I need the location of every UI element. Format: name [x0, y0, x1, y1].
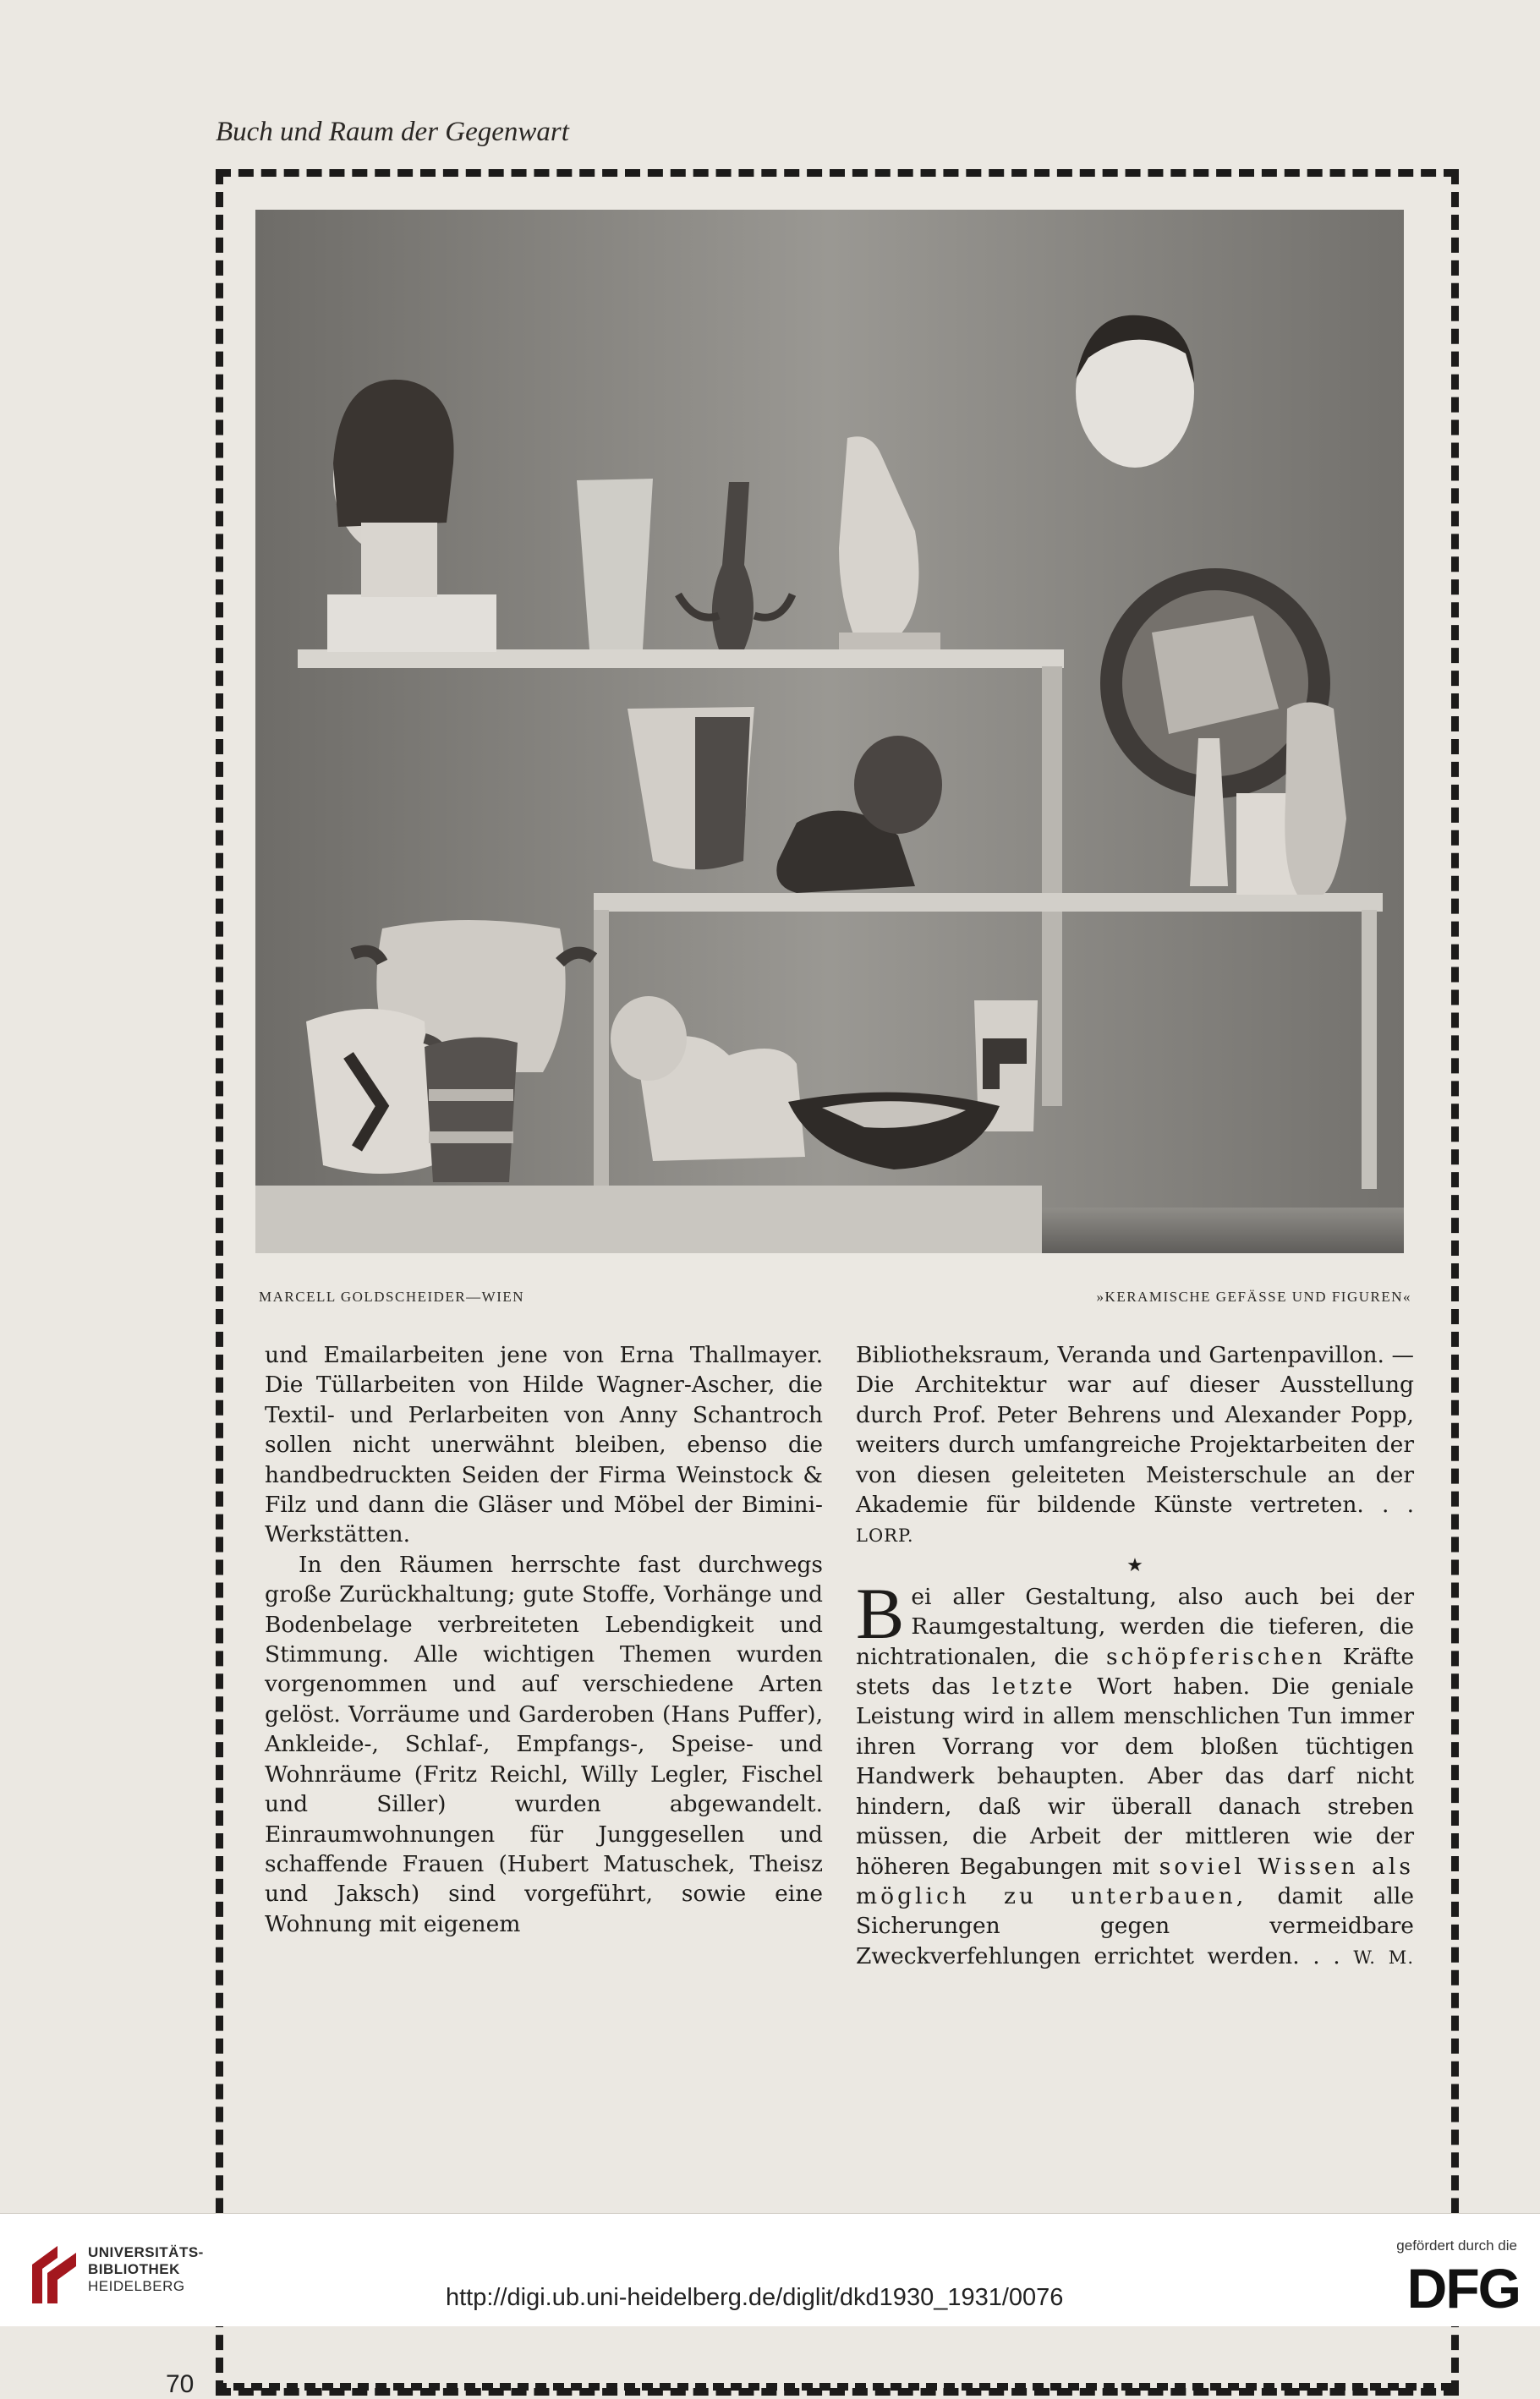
emphasized-text: schöpferischen	[1105, 1643, 1326, 1670]
permalink-url[interactable]: http://digi.ub.uni-heidelberg.de/diglit/dkd1930_1931/0076	[446, 2284, 1064, 2311]
library-name-line: BIBLIOTHEK	[88, 2261, 180, 2277]
emphasized-text: soviel Wissen als möglich zu unterbauen,	[856, 1853, 1414, 1909]
university-library-name	[88, 2244, 204, 2295]
page-number: 70	[166, 2370, 195, 2398]
emphasized-text: letzte	[991, 1673, 1077, 1701]
library-name-line: HEIDELBERG	[88, 2278, 185, 2294]
library-name-line: UNIVERSITÄTS-	[88, 2244, 204, 2260]
paragraph-text: damit alle Sicherungen gegen vermeidbare Zweckverfehlungen errichtet werden. . .	[856, 1882, 1415, 1969]
university-library-logo-icon	[29, 2241, 83, 2309]
article-column-left	[265, 1340, 823, 1939]
article-column-right	[856, 1340, 1414, 1973]
paragraph-text: Kräfte stets das	[856, 1643, 1414, 1701]
ceramics-photograph	[255, 210, 1404, 1253]
author-signature: W. M.	[1353, 1947, 1414, 1968]
paragraph	[856, 1340, 1414, 1552]
funding-note: gefördert durch die	[1396, 2237, 1517, 2254]
paragraph-text: Wort haben. Die geniale Leistung wird in allem menschlichen Tun immer ihren Vorrang vor dem bloßen tüchtigen Handwerk behaupten. Aber das darf nicht hindern, daß wir überall danach streben müssen, die Arbeit der mittleren wie der höheren Begabungen mit	[856, 1673, 1414, 1880]
paragraph-text: ei aller Gestaltung, also auch bei der Raumgestaltung, werden die tieferen, die nichtrationalen, die	[856, 1583, 1414, 1670]
paragraph: und Emailarbeiten jene von Erna Thallmayer. Die Tüllarbeiten von Hilde Wagner-Ascher, die Textil- und Perlarbeiten von Anny Schantroch sollen nicht unerwähnt bleiben, ebenso die handbedruckten Seiden der Firma Weinstock & Filz und dann die Gläser und Möbel der Bimini-Werkstätten.	[265, 1342, 823, 1548]
paragraph	[856, 1572, 1415, 1973]
paragraph: In den Räumen herrschte fast durchwegs große Zurückhaltung; gute Stoffe, Vorhänge und Bodenbelage verbreiteten Lebendigkeit und Stimmung. Alle wichtigen Themen wurden vorgenommen und auf verschiedene Arten gelöst. Vorräume und Garderoben (Hans Puffer), Ankleide-, Schlaf-, Empfangs-, Speise- und Wohnräume (Fritz Reichl, Willy Legler, Fischel und Siller) wurden abgewandelt. Einraumwohnungen für Junggesellen und schaffende Frauen (Hubert Matuschek, Theisz und Jaksch) sind vorgeführt, sowie eine Wohnung mit eigenem	[265, 1551, 823, 1937]
paragraph-text: Bibliotheksraum, Veranda und Gartenpavillon. — Die Architektur war auf dieser Ausstellung durch Prof. Peter Behrens und Alexander Popp, weiters durch umfangreiche Projektarbeiten der von diesen geleiteten Meisterschule an der Akademie für bildende Künste vertreten. . .	[856, 1342, 1414, 1519]
figure-caption-title: »KERAMISCHE GEFÄSSE UND FIGUREN«	[1096, 1289, 1411, 1305]
section-separator-star: ★	[1126, 1554, 1143, 1576]
page-border-bottom	[216, 2383, 1459, 2391]
drop-cap: B	[856, 1572, 905, 1654]
dfg-logo: DFG	[1406, 2257, 1520, 2320]
running-head: Buch und Raum der Gegenwart	[216, 117, 569, 147]
author-signature: LORP.	[856, 1525, 914, 1547]
figure-caption-artist: MARCELL GOLDSCHEIDER—WIEN	[259, 1289, 525, 1305]
